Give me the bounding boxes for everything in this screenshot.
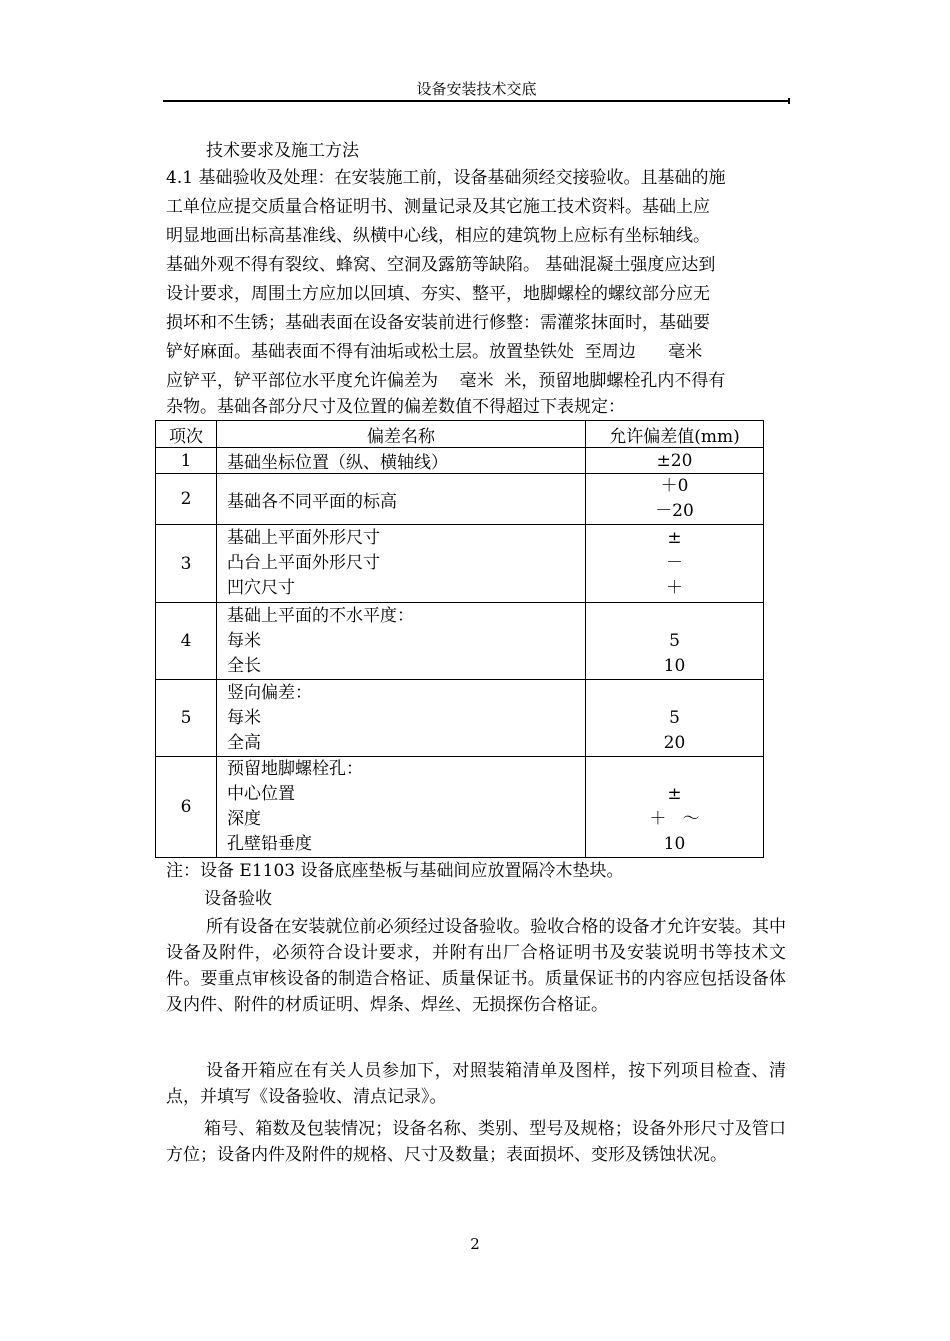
row-name: 凸台上平面外形尺寸 [227,553,380,573]
section-heading: 技术要求及施工方法 [206,141,359,161]
table-row [156,525,764,603]
row-value: ＋0 [660,476,689,496]
row-no: 4 [156,603,217,680]
row-value: 20 [663,732,686,753]
row-no: 6 [156,757,217,858]
row-name: 每米 [227,707,261,728]
header-rule [163,100,790,102]
row-value: ＋ [666,578,683,598]
body-line: 4.1 基础验收及处理：在安装施工前，设备基础须经交接验收。且基础的施 [166,168,726,188]
row-value: ＋ ～ [649,809,700,829]
row-name: 基础坐标位置（纵、横轴线） [217,448,586,474]
acceptance-paragraph-3: 箱号、箱数及包装情况；设备名称、类别、型号及规格；设备外形尺寸及管口方位；设备内件及附件的规格、尺寸及数量；表面损坏、变形及锈蚀状况。 [166,1119,786,1165]
row-value: ± [667,784,682,804]
row-values [586,757,764,858]
header-rule-tick [788,98,790,104]
row-values [586,680,764,757]
table-row [156,757,764,858]
row-name: 深度 [227,809,261,829]
acceptance-heading: 设备验收 [204,889,272,909]
row-name: 凹穴尺寸 [227,578,295,598]
row-no: 5 [156,680,217,757]
body-line: 工单位应提交质量合格证明书、测量记录及其它施工技术资料。基础上应 [166,197,710,217]
row-values [586,474,764,525]
table-row [156,680,764,757]
row-name: 基础上平面外形尺寸 [227,528,380,548]
body-line: 损坏和不生锈；基础表面在设备安装前进行修整：需灌浆抹面时，基础要 [166,313,710,333]
column-header-name: 偏差名称 [217,421,586,448]
body-line: 基础外观不得有裂纹、蜂窝、空洞及露筋等缺陷。 基础混凝土强度应达到 [166,255,716,275]
row-no: 2 [156,474,217,525]
row-values [586,525,764,603]
row-value: － [666,553,683,573]
body-line: 明显地画出标高基准线、纵横中心线，相应的建筑物上应标有坐标轴线。 [166,226,710,246]
deviation-table [155,420,764,858]
table-row [156,603,764,680]
table-row [156,474,764,525]
row-value: 5 [669,707,680,728]
row-names [217,757,586,858]
row-name: 预留地脚螺栓孔： [227,759,363,779]
column-header-no: 项次 [156,421,217,448]
row-value: ± [667,528,682,548]
body-line: 杂物。基础各部分尺寸及位置的偏差数值不得超过下表规定： [166,397,625,417]
body-line: 应铲平，铲平部位水平度允许偏差为 毫米 米，预留地脚螺栓孔内不得有 [166,371,726,391]
row-name: 全高 [227,732,261,753]
row-no: 1 [156,448,217,474]
page-number: 2 [470,1235,480,1253]
row-value [586,681,763,706]
row-name: 竖向偏差： [227,682,312,703]
page-header-title: 设备安装技术交底 [416,80,537,98]
row-name: 每米 [227,630,261,651]
row-values [586,603,764,680]
row-value [586,757,763,782]
row-no: 3 [156,525,217,603]
row-name: 基础上平面的不水平度： [227,605,414,626]
row-value: 10 [663,834,686,854]
table-header-row [156,421,764,448]
body-line: 铲好麻面。基础表面不得有油垢或松土层。放置垫铁处 至周边 毫米 [166,342,703,362]
row-value: －20 [655,501,694,521]
acceptance-paragraph-2: 设备开箱应在有关人员参加下，对照装箱清单及图样，按下列项目检查、清点，并填写《设备验收、清点记录》。 [166,1061,786,1107]
row-name: 基础各不同平面的标高 [217,474,586,525]
row-value: 10 [663,655,686,676]
row-names [217,680,586,757]
column-header-value: 允许偏差值(mm) [586,421,764,448]
row-name: 中心位置 [227,784,295,804]
row-name: 孔壁铅垂度 [227,834,312,854]
row-name: 全长 [227,655,261,676]
table-note: 注：设备 E1103 设备底座垫板与基础间应放置隔冷木垫块。 [166,861,624,881]
table-row [156,448,764,474]
acceptance-paragraph-1: 所有设备在安装就位前必须经过设备验收。验收合格的设备才允许安装。其中设备及附件，必须符合设计要求，并附有出厂合格证明书及安装说明书等技术文件。要重点审核设备的制造合格证、质量保证书。质量保证书的内容应包括设备体及内件、附件的材质证明、焊条、焊丝、无损探伤合格证。 [166,917,786,1015]
row-value: 5 [669,630,680,651]
row-names [217,525,586,603]
body-line: 设计要求，周围土方应加以回填、夯实、整平，地脚螺栓的螺纹部分应无 [166,284,710,304]
row-value: ±20 [586,448,764,474]
row-value [586,604,763,629]
row-names [217,603,586,680]
